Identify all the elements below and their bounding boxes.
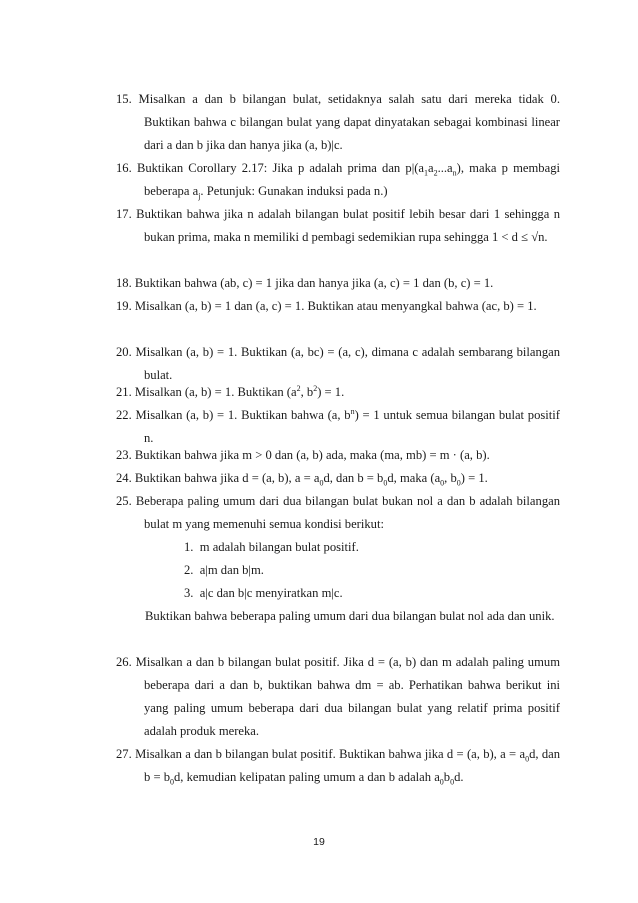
exercise-number: 25. bbox=[116, 494, 132, 508]
exercise-number: 27. bbox=[116, 747, 132, 761]
condition-text: a|c dan b|c menyiratkan m|c. bbox=[199, 586, 343, 600]
exercise-text: Buktikan Corollary 2.17: Jika p adalah prima dan p|(a bbox=[136, 161, 425, 175]
exercise-text: Misalkan (a, b) = 1. Buktikan (a bbox=[134, 385, 297, 399]
exercise-21 bbox=[116, 381, 560, 404]
exercise-text: , b bbox=[444, 471, 457, 485]
exercise-number: 21. bbox=[116, 385, 132, 399]
subscript: 0 bbox=[170, 777, 174, 787]
exercise-text: ), maka p membagi beberapa a bbox=[144, 161, 560, 198]
exercise-23 bbox=[116, 444, 560, 467]
exercise-text: d. bbox=[454, 770, 464, 784]
exercise-27 bbox=[116, 743, 560, 789]
exercise-19 bbox=[116, 295, 560, 318]
exercise-number: 24. bbox=[116, 471, 132, 485]
exercise-text: Misalkan (a, b) = 1. Buktikan bahwa (a, b bbox=[135, 408, 351, 422]
exercise-text: d, kemudian kelipatan paling umum a dan b adalah a bbox=[174, 770, 440, 784]
exercise-text: , b bbox=[300, 385, 314, 399]
superscript: 2 bbox=[296, 383, 301, 393]
subscript: j bbox=[198, 191, 201, 201]
exercise-number: 26. bbox=[116, 655, 132, 669]
exercise-number: 16. bbox=[116, 161, 132, 175]
exercise-text: Misalkan a dan b bilangan bulat positif. Buktikan bahwa jika d = (a, b), a = a bbox=[135, 747, 526, 761]
subscript: 0 bbox=[440, 478, 445, 488]
superscript: 2 bbox=[313, 383, 318, 393]
subscript: 1 bbox=[424, 168, 429, 178]
exercise-text: d, maka (a bbox=[387, 471, 441, 485]
page-number: 19 bbox=[313, 836, 325, 848]
subscript: 0 bbox=[383, 478, 388, 488]
exercise-25-condition-1 bbox=[184, 536, 359, 559]
subscript: 2 bbox=[433, 168, 438, 178]
exercise-text: Misalkan (a, b) = 1 dan (a, c) = 1. Buktikan atau menyangkal bahwa (ac, b) = 1. bbox=[134, 299, 537, 313]
exercise-text: ) = 1. bbox=[460, 471, 488, 485]
exercise-26 bbox=[116, 651, 560, 743]
exercise-25-conclusion bbox=[145, 605, 560, 628]
subscript: 0 bbox=[439, 777, 444, 787]
subscript: n bbox=[452, 168, 457, 178]
exercise-16: 16. Buktikan Corollary 2.17: Jika p adalah prima dan $p|(a_1a_2...a_n)$, maka p membagi beberapa $a_j$. Petunjuk: Gunakan induksi pada n.) bbox=[116, 161, 560, 201]
exercise-text: b bbox=[443, 770, 451, 784]
exercise-text: . Petunjuk: Gunakan induksi pada n.) bbox=[200, 184, 388, 198]
exercise-text: Misalkan a dan b bilangan bulat positif. Jika d = (a, b) dan m adalah paling umum beberapa dari a dan b, buktikan bahwa dm = ab. Perhatikan bahwa berikut ini yang paling umum beberapa dari dua bilangan bulat yang relatif prima positif adalah produk mereka. bbox=[135, 655, 560, 738]
exercise-25-condition-3 bbox=[184, 582, 343, 605]
exercise-text: ...a bbox=[437, 161, 453, 175]
exercise-text: Buktikan bahwa jika n adalah bilangan bulat positif lebih besar dari 1 sehingga n bukan prima, maka n memiliki d pembagi sedemikian rupa sehingga 1 < d ≤ √n. bbox=[136, 207, 560, 244]
exercise-text: d, dan b = b bbox=[144, 747, 561, 784]
exercise-number: 15. bbox=[116, 92, 132, 106]
condition-number: 2. bbox=[184, 563, 194, 577]
subscript: 0 bbox=[319, 478, 324, 488]
exercise-15 bbox=[116, 88, 560, 157]
exercise-25-condition-2 bbox=[184, 559, 264, 582]
subscript: 0 bbox=[450, 777, 455, 787]
exercise-text: Misalkan (a, b) = 1. Buktikan (a, bc) = (a, c), dimana c adalah sembarang bilangan bulat. bbox=[135, 345, 561, 382]
exercise-24 bbox=[116, 467, 560, 490]
exercise-text: Buktikan bahwa (ab, c) = 1 jika dan hanya jika (a, c) = 1 dan (b, c) = 1. bbox=[134, 276, 494, 290]
exercise-text: Buktikan bahwa beberapa paling umum dari dua bilangan bulat nol ada dan unik. bbox=[145, 609, 555, 623]
exercise-text: Beberapa paling umum dari dua bilangan bulat bukan nol a dan b adalah bilangan bulat m yang memenuhi semua kondisi berikut: bbox=[135, 494, 560, 531]
exercise-number: 18. bbox=[116, 276, 132, 290]
superscript: n bbox=[350, 406, 355, 416]
exercise-number: 22. bbox=[116, 408, 132, 422]
condition-number: 1. bbox=[184, 540, 194, 554]
condition-text: m adalah bilangan bulat positif. bbox=[199, 540, 359, 554]
exercise-text: Misalkan a dan b bilangan bulat, setidaknya salah satu dari mereka tidak 0. Buktikan bahwa c bilangan bulat yang dapat dinyatakan sebagai kombinasi linear dari a dan b jika dan hanya jika (a, b)|c. bbox=[138, 92, 560, 152]
exercise-text: Buktikan bahwa jika m > 0 dan (a, b) ada, maka (ma, mb) = m · (a, b). bbox=[134, 448, 490, 462]
exercise-18 bbox=[116, 272, 560, 295]
exercise-number: 20. bbox=[116, 345, 132, 359]
subscript: 0 bbox=[525, 754, 530, 764]
condition-text: a|m dan b|m. bbox=[199, 563, 264, 577]
exercise-number: 23. bbox=[116, 448, 132, 462]
exercise-number: 19. bbox=[116, 299, 132, 313]
exercise-text: ) = 1 untuk semua bilangan bulat positif n. bbox=[144, 408, 560, 445]
subscript: 0 bbox=[456, 478, 461, 488]
condition-number: 3. bbox=[184, 586, 194, 600]
exercise-text: d, dan b = b bbox=[323, 471, 384, 485]
exercise-25 bbox=[116, 490, 560, 536]
exercise-number: 17. bbox=[116, 207, 132, 221]
exercise-text: ) = 1. bbox=[317, 385, 345, 399]
exercise-17 bbox=[116, 203, 560, 249]
exercise-text: Buktikan bahwa jika d = (a, b), a = a bbox=[134, 471, 320, 485]
